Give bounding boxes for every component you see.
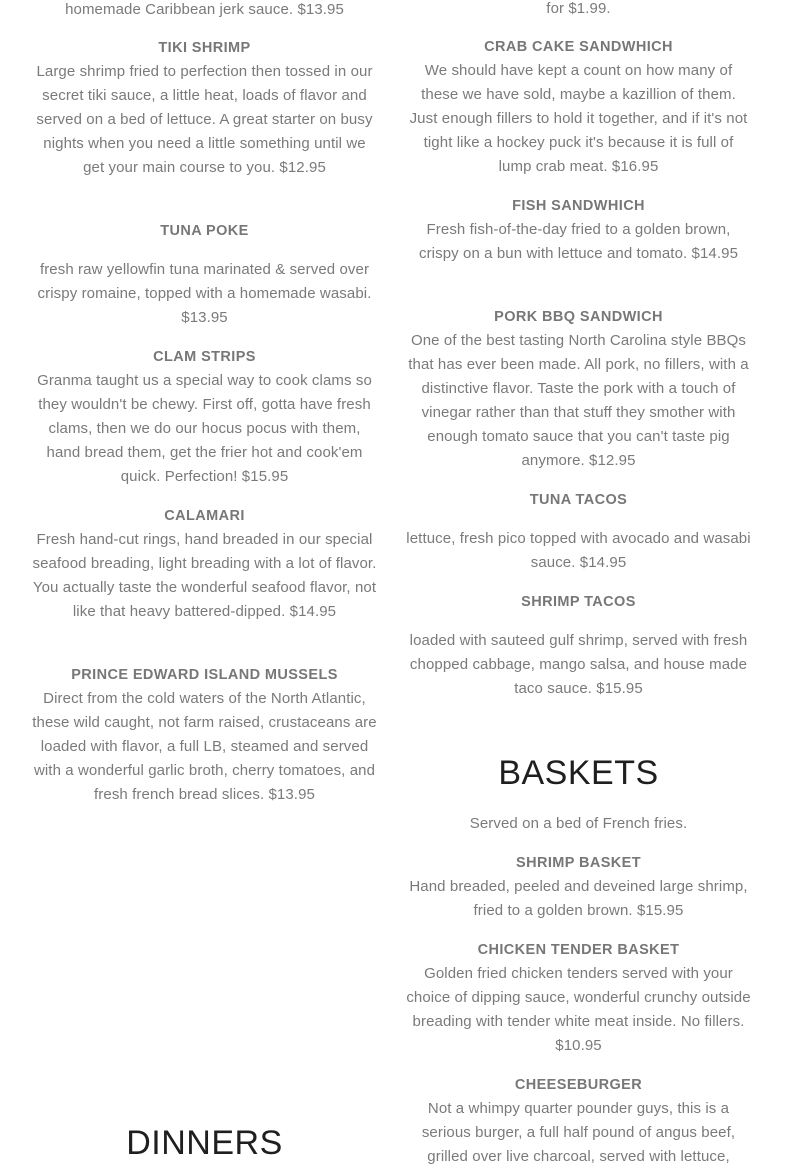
menu-item-description: homemade Caribbean jerk sauce. $13.95 — [65, 1, 344, 18]
menu-item-title: PRINCE EDWARD ISLAND MUSSELS — [71, 667, 338, 683]
menu-item-description: Golden fried chicken tenders served with your choice of dipping sauce, wonderful crunchy outside breading with tender white meat inside. No fillers. $10.95 — [406, 965, 751, 1054]
menu-item-description: lettuce, fresh pico topped with avocado and wasabi sauce. $14.95 — [406, 530, 751, 571]
menu-item-calamari — [32, 504, 377, 624]
menu-item-title: SHRIMP BASKET — [516, 855, 641, 871]
menu-item-description: Direct from the cold waters of the North Atlantic, these wild caught, not farm raised, crustaceans are loaded with flavor, a full LB, steamed and served with a wonderful garlic broth, cherry tomatoes, and fresh french bread slices. $13.95 — [32, 690, 377, 803]
menu-item-title: CHEESEBURGER — [514, 1077, 643, 1093]
menu-item-description: for $1.99. — [546, 0, 611, 17]
menu-item-tiki-shrimp — [32, 36, 377, 180]
menu-item-description: fresh raw yellowfin tuna marinated & served over crispy romaine, topped with a homemade wasabi. $13.95 — [37, 261, 372, 326]
menu-item-mussels — [32, 663, 377, 807]
menu-item-title: TIKI SHRIMP — [158, 40, 251, 56]
menu-item-fragment — [32, 0, 377, 22]
menu-item-description: Large shrimp fried to perfection then tossed in our secret tiki sauce, a little heat, loads of flavor and served on a bed of lettuce. A great starter on busy nights when you need a little something until we get your main course to you. $12.95 — [36, 63, 373, 176]
menu-item-chicken-tender-basket — [406, 938, 751, 1058]
menu-item-clam-strips — [32, 345, 377, 489]
menu-item-shrimp-basket — [406, 851, 751, 923]
menu-item-title: CALAMARI — [164, 508, 245, 524]
menu-item-description: Fresh fish-of-the-day fried to a golden brown, crispy on a bun with lettuce and tomato. $14.95 — [418, 221, 739, 262]
menu-item-title: CLAM STRIPS — [153, 349, 256, 365]
menu-item-shrimp-tacos — [406, 590, 751, 701]
section-intro — [406, 812, 751, 836]
menu-item-title: SHRIMP TACOS — [521, 594, 636, 610]
menu-item-tuna-tacos — [406, 488, 751, 575]
menu-item-pork-bbq-sandwich — [406, 305, 751, 473]
menu-item-crab-cake-sandwich — [406, 35, 751, 179]
section-intro-text: Served on a bed of French fries. — [469, 815, 688, 832]
menu-item-tuna-poke — [32, 219, 377, 330]
menu-item-description: We should have kept a count on how many of these we have sold, maybe a kazillion of them. Just enough fillers to hold it together, and if it's not tight like a hockey puck it's because it is full of lump crab meat. $16.95 — [409, 62, 748, 175]
menu-item-title: TUNA TACOS — [529, 492, 628, 508]
menu-item-title: CHICKEN TENDER BASKET — [477, 942, 680, 958]
menu-item-description: One of the best tasting North Carolina style BBQs that has ever been made. All pork, no fillers, with a distinctive flavor. Taste the pork with a touch of vinegar rather than that stuff they smother with enough tomato sauce that you can't taste pig anymore. $12.95 — [408, 332, 749, 469]
section-heading-dinners: DINNERS — [126, 1124, 283, 1162]
section-heading-baskets: BASKETS — [498, 754, 659, 792]
menu-item-title: TUNA POKE — [160, 223, 249, 239]
menu-item-fish-sandwich — [406, 194, 751, 266]
menu-item-description: Hand breaded, peeled and deveined large shrimp, fried to a golden brown. $15.95 — [409, 878, 748, 919]
menu-item-title: FISH SANDWHICH — [512, 198, 645, 214]
menu-item-description: Granma taught us a special way to cook clams so they wouldn't be chewy. First off, gotta have fresh clams, then we do our hocus pocus with them, hand bread them, get the frier hot and cook'em quick. Perfection! $15.95 — [37, 372, 372, 485]
menu-item-title: PORK BBQ SANDWICH — [494, 309, 663, 325]
menu-item-description: Not a whimpy quarter pounder guys, this is a serious burger, a full half pound of angus beef, grilled over live charcoal, served with lettuce, — [421, 1100, 736, 1165]
menu-item-description: loaded with sauteed gulf shrimp, served with fresh chopped cabbage, mango salsa, and house made taco sauce. $15.95 — [409, 632, 748, 697]
menu-item-fragment — [406, 0, 751, 21]
menu-item-description: Fresh hand-cut rings, hand breaded in our special seafood breading, light breading with a lot of flavor. You actually taste the wonderful seafood flavor, not like that heavy battered-dipped. $14.95 — [32, 531, 377, 620]
menu-item-title: CRAB CAKE SANDWHICH — [484, 39, 673, 55]
menu-item-cheeseburger — [406, 1073, 751, 1167]
